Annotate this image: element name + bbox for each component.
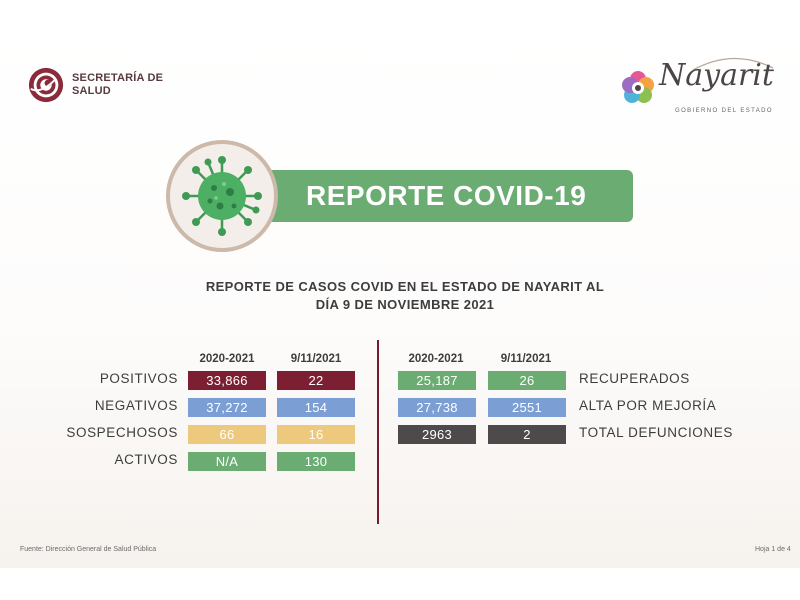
secretaria-salud-logo-icon [27, 66, 65, 104]
vertical-divider [377, 340, 379, 524]
footer-page: Hoja 1 de 4 [755, 546, 791, 553]
virus-icon [180, 154, 264, 238]
cell-recuperados-total: 25,187 [398, 371, 476, 390]
secretaria-salud-text [72, 72, 163, 98]
cell-positivos-total: 33,866 [188, 371, 266, 390]
cell-activos-total: N/A [188, 452, 266, 471]
secretaria-line1: SECRETARÍA DE [72, 72, 164, 84]
banner-title: REPORTE COVID-19 [306, 180, 587, 211]
cell-alta-total: 27,738 [398, 398, 476, 417]
cell-negativos-total: 37,272 [188, 398, 266, 417]
label-total-defunciones: TOTAL DEFUNCIONES [579, 425, 733, 440]
label-activos: ACTIVOS [114, 452, 178, 467]
virus-badge [166, 140, 278, 252]
report-slide [0, 28, 800, 568]
footer-source: Fuente: Dirección General de Salud Pública [20, 546, 157, 553]
cell-positivos-day: 22 [277, 371, 355, 390]
nayarit-subtitle: GOBIERNO DEL ESTADO [675, 108, 773, 114]
label-negativos: NEGATIVOS [94, 398, 178, 413]
cell-defunciones-total: 2963 [398, 425, 476, 444]
label-positivos: POSITIVOS [99, 371, 178, 386]
cell-activos-day: 130 [277, 452, 355, 471]
cell-recuperados-day: 26 [488, 371, 566, 390]
left-header-date: 9/11/2021 [290, 353, 342, 365]
nayarit-flower-icon [618, 68, 658, 108]
label-recuperados: RECUPERADOS [579, 371, 690, 386]
cell-alta-day: 2551 [488, 398, 566, 417]
report-banner [250, 170, 633, 222]
subtitle-line1: REPORTE DE CASOS COVID EN EL ESTADO DE NAYARIT AL [205, 279, 605, 294]
report-subtitle [170, 278, 640, 314]
cell-defunciones-day: 2 [488, 425, 566, 444]
cell-negativos-day: 154 [277, 398, 355, 417]
right-header-year: 2020-2021 [408, 353, 464, 365]
nayarit-wordmark: Nayarit [659, 58, 774, 93]
cell-sospechosos-total: 66 [188, 425, 266, 444]
label-alta-por-mejoria: ALTA POR MEJORÍA [579, 398, 717, 413]
right-header-date: 9/11/2021 [500, 353, 552, 365]
left-header-year: 2020-2021 [199, 353, 255, 365]
label-sospechosos: SOSPECHOSOS [66, 425, 178, 440]
secretaria-line2: SALUD [72, 85, 111, 97]
cell-sospechosos-day: 16 [277, 425, 355, 444]
subtitle-line2: DÍA 9 DE NOVIEMBRE 2021 [315, 297, 495, 312]
